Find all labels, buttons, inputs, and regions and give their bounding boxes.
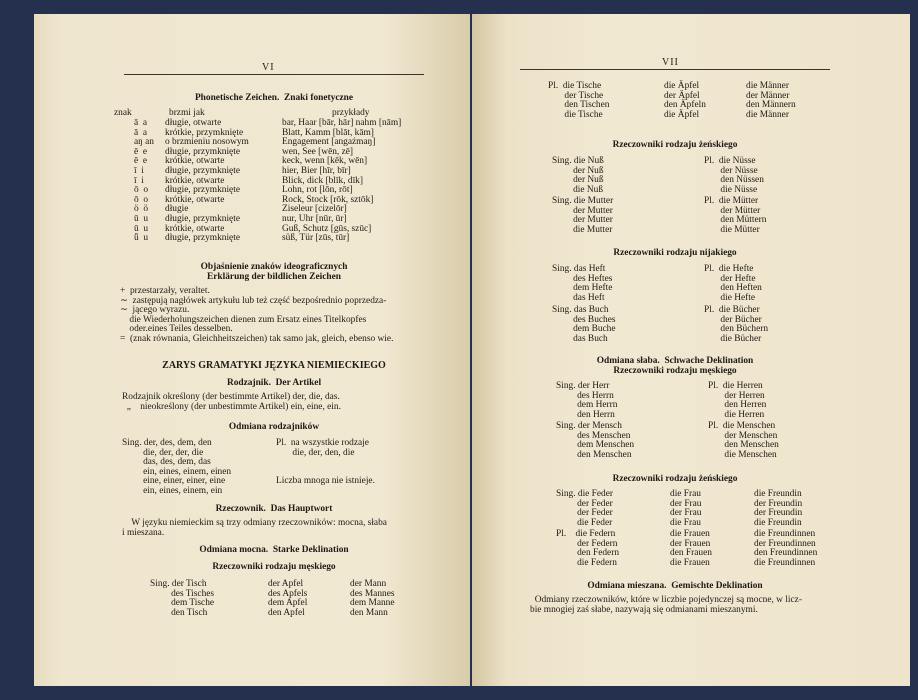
text-line: Pl. die Federn bbox=[556, 529, 616, 539]
text-line: das Buch bbox=[552, 333, 608, 344]
text-line: die Federn bbox=[556, 557, 617, 568]
text-line: der Feder bbox=[556, 508, 613, 519]
text-line: Odmiany rzeczowników, które w liczbie pojedynczej są mocne, w licz- bbox=[530, 595, 802, 605]
text-line bbox=[276, 458, 375, 468]
text-line: den Herrn bbox=[556, 409, 615, 420]
text-line: die Nüsse bbox=[704, 184, 758, 195]
text-line: der Äpfel bbox=[664, 90, 700, 101]
text-line: der Bücher bbox=[704, 314, 762, 325]
text-line: Guß, Schutz [gūs, szūc] bbox=[282, 223, 372, 234]
text-line: ō o bbox=[134, 185, 149, 196]
section-title: Odmiana słaba. Schwache Deklination bbox=[596, 356, 754, 366]
text-line: den Müttern bbox=[704, 215, 767, 226]
text-line: die Bücher bbox=[704, 333, 762, 344]
text-line: bie mnogiej zaś słabe, nazywają się odmianami mieszanymi. bbox=[530, 604, 758, 615]
section-title: Objaśnienie znaków ideograficznych bbox=[200, 262, 348, 272]
section-subtitle: Rzeczowniki rodzaju nijakiego bbox=[613, 248, 737, 258]
text-line: die Männer bbox=[746, 81, 789, 91]
declension-column bbox=[746, 82, 796, 120]
text-line: den Heften bbox=[704, 283, 762, 294]
text-line: Blatt, Kamm [blāt, kām] bbox=[282, 127, 374, 138]
page-number: VII bbox=[662, 57, 679, 68]
text-line: die Wiederholungszeichen dienen zum Ersatz eines Titelkopfes bbox=[120, 314, 367, 325]
text-line: ē e bbox=[134, 146, 148, 157]
section-title: Odmiana mocna. Starke Deklination bbox=[199, 545, 349, 555]
text-line: ā a bbox=[134, 118, 148, 128]
text-line: krótkie, otwarte bbox=[165, 175, 225, 186]
column-header: przykłady bbox=[332, 108, 370, 118]
text-line: der Nuß bbox=[552, 175, 604, 186]
text-line: den Nüssen bbox=[704, 175, 764, 186]
text-line: die Frauen bbox=[670, 557, 710, 568]
declension-column bbox=[556, 422, 634, 460]
text-line: der Männer bbox=[746, 90, 790, 101]
text-line: der Federn bbox=[556, 538, 618, 549]
text-line: Sing. der Tisch bbox=[150, 579, 207, 589]
text-line: „ nieokreślony (der unbestimmte Artikel) ein, eine, ein. bbox=[122, 401, 341, 412]
text-line: Engagement [angaźmaŋ] bbox=[282, 137, 376, 148]
section-subtitle: Rzeczowniki rodzaju żeńskiego bbox=[612, 474, 738, 484]
text-line: dem Buche bbox=[552, 324, 616, 335]
text-line: süß, Tür [zūs, tūr] bbox=[282, 233, 350, 244]
text-line: des Menschen bbox=[556, 430, 631, 441]
text-line: die Freundin bbox=[754, 489, 802, 499]
section-subtitle: Rzeczowniki rodzaju żeńskiego bbox=[612, 140, 738, 150]
declension-column bbox=[552, 265, 612, 303]
text-line: die Herren bbox=[708, 409, 765, 420]
text-line: krótkie, otwarte bbox=[165, 223, 225, 234]
text-line: der Mann bbox=[350, 579, 387, 589]
text-line: dem Apfel bbox=[268, 598, 308, 609]
text-line: ö ö bbox=[134, 204, 149, 215]
right-page bbox=[472, 14, 910, 686]
text-line: der Freundinnen bbox=[754, 538, 816, 549]
text-line: Pl. die Bücher bbox=[704, 305, 760, 315]
text-line: die Menschen bbox=[708, 449, 777, 460]
article-declension-plural bbox=[276, 439, 375, 487]
text-line: der Nuß bbox=[552, 165, 604, 176]
text-line: krótkie, przymknięte bbox=[165, 127, 244, 138]
text-line: den Herren bbox=[708, 400, 767, 411]
text-line: der Frauen bbox=[670, 538, 711, 549]
text-line: den Tischen bbox=[548, 100, 610, 111]
text-line: ē e bbox=[134, 156, 148, 167]
declension-column bbox=[556, 382, 617, 420]
declension-column bbox=[664, 82, 706, 120]
declension-column bbox=[350, 580, 395, 618]
text-line: die Frau bbox=[670, 489, 701, 499]
main-heading: ZARYS GRAMATYKI JĘZYKA NIEMIECKIEGO bbox=[162, 360, 386, 371]
text-line: nur, Uhr [nūr, ūr] bbox=[282, 213, 347, 224]
declension-column bbox=[704, 157, 764, 195]
declension-column bbox=[704, 265, 762, 303]
text-line: Rock, Stock [rōk, sztōk] bbox=[282, 194, 374, 205]
text-line: der Feder bbox=[556, 498, 613, 509]
text-line: ū u bbox=[134, 213, 149, 224]
text-line: długie, przymknięte bbox=[165, 146, 240, 157]
text-line: die Frau bbox=[670, 517, 701, 528]
text-line: der Apfel bbox=[268, 579, 304, 589]
text-line: Pl. die Hefte bbox=[704, 264, 754, 274]
ideographic-list bbox=[120, 287, 393, 345]
text-line: ī i bbox=[134, 175, 144, 186]
text-line: des Apfels bbox=[268, 588, 308, 599]
text-line: ∼ zastępują nagłówek artykułu lub też część bezpośrednio poprzedza- bbox=[120, 295, 387, 306]
declension-column bbox=[548, 82, 609, 120]
declension-column bbox=[268, 580, 307, 618]
text-line: die Hefte bbox=[704, 292, 756, 303]
declension-column bbox=[704, 197, 767, 235]
text-line: dem Tische bbox=[150, 598, 215, 609]
section-title: Rodzajnik. Der Artikel bbox=[226, 378, 322, 388]
text-line: den Menschen bbox=[556, 449, 632, 460]
text-line: Pl. die Menschen bbox=[708, 421, 776, 431]
text-line: der Hefte bbox=[704, 273, 756, 284]
text-line: oder.eines Teiles desselben. bbox=[120, 324, 233, 335]
declension-column bbox=[150, 580, 214, 618]
text-line: Pl. die Mütter bbox=[704, 196, 759, 206]
declension-column bbox=[556, 530, 619, 568]
text-line: den Menschen bbox=[708, 440, 779, 451]
text-line: Pl. die Tische bbox=[548, 81, 602, 91]
declension-column bbox=[754, 530, 817, 568]
text-line: den Äpfeln bbox=[664, 100, 706, 111]
text-line: Lohn, rot [lōn, rōt] bbox=[282, 185, 353, 196]
section-subtitle: Rzeczowniki rodzaju męskiego bbox=[613, 366, 737, 376]
column-header: brzmi jak bbox=[169, 108, 205, 118]
text-line: die Nuß bbox=[552, 184, 604, 195]
text-line: den Büchern bbox=[704, 324, 769, 335]
text-line: die Mutter bbox=[552, 224, 613, 235]
text-line: der Tische bbox=[548, 90, 604, 101]
text-line: der Mutter bbox=[552, 215, 613, 226]
text-line: des Buches bbox=[552, 314, 616, 325]
page-number: VI bbox=[262, 62, 275, 73]
text-line: długie, przymknięte bbox=[165, 213, 240, 224]
section-title: Rzeczownik. Das Hauptwort bbox=[215, 504, 333, 514]
text-line: die Männer bbox=[746, 109, 789, 120]
text-line: die Tische bbox=[548, 109, 603, 120]
column-header: znak bbox=[114, 108, 132, 118]
declension-column bbox=[556, 490, 613, 528]
text-line: ō o bbox=[134, 194, 149, 205]
text-line: das, des, dem, das bbox=[122, 457, 211, 468]
text-line: Blick, dick [blīk, dīk] bbox=[282, 175, 363, 186]
phonetic-sign-column bbox=[134, 119, 154, 244]
article-text bbox=[122, 393, 341, 412]
text-line: o brzmieniu nosowym bbox=[165, 137, 249, 148]
text-line: długie bbox=[165, 204, 189, 215]
declension-column bbox=[552, 197, 613, 235]
text-line: Sing. die Nuß bbox=[552, 156, 604, 166]
text-line: die Freundin bbox=[754, 517, 802, 528]
mixed-declension-text bbox=[530, 596, 802, 615]
text-line: ū u bbox=[134, 223, 149, 234]
text-line: długie, przymknięte bbox=[165, 233, 240, 244]
text-line: = (znak równania, Gleichheitszeichen) tak samo jak, gleich, ebenso wie. bbox=[120, 333, 394, 344]
left-page bbox=[34, 14, 470, 686]
text-line: Sing. das Buch bbox=[552, 305, 609, 315]
text-line: die Äpfel bbox=[664, 81, 700, 91]
text-line: dem Manne bbox=[350, 598, 395, 609]
section-subtitle: Rzeczowniki rodzaju męskiego bbox=[212, 562, 336, 572]
text-line: ǖ u bbox=[134, 233, 149, 244]
text-line: W języku niemieckim są trzy odmiany rzeczowników: mocna, słaba bbox=[122, 518, 387, 528]
text-line: Sing. die Mutter bbox=[552, 196, 614, 206]
text-line: eine, einer, einer, eine bbox=[122, 476, 226, 487]
text-line: den Apfel bbox=[268, 607, 305, 618]
text-line: ā a bbox=[134, 127, 148, 138]
section-title: Odmiana rodzajników bbox=[228, 422, 320, 432]
text-line: Sing. das Heft bbox=[552, 264, 606, 274]
text-line: der Menschen bbox=[708, 430, 778, 441]
text-line: hier, Bier [hīr, bīr] bbox=[282, 165, 351, 176]
text-line: bar, Haar [bār, hār] nahm [nām] bbox=[282, 118, 402, 128]
text-line: Sing. der Herr bbox=[556, 381, 610, 391]
text-line: den Tisch bbox=[150, 607, 208, 618]
text-line: Liczba mnoga nie istnieje. bbox=[276, 476, 375, 487]
text-line: des Mannes bbox=[350, 588, 395, 599]
text-line: dem Herrn bbox=[556, 400, 618, 411]
text-line: der Freundin bbox=[754, 498, 803, 509]
declension-column bbox=[708, 382, 766, 420]
text-line: Sing. der, des, dem, den bbox=[122, 438, 212, 448]
section-title: Odmiana mieszana. Gemischte Deklination bbox=[587, 581, 763, 591]
text-line: ∼ jącego wyrazu. bbox=[120, 305, 190, 316]
text-line: der Frau bbox=[670, 508, 702, 519]
text-line: die, der, den, die bbox=[276, 447, 355, 458]
phonetic-sound-column bbox=[165, 119, 249, 244]
phonetic-example-column bbox=[282, 119, 401, 244]
text-line: ī i bbox=[134, 165, 144, 176]
text-line: des Herrn bbox=[556, 390, 614, 401]
text-line: den Federn bbox=[556, 548, 620, 559]
text-line: die Feder bbox=[556, 517, 613, 528]
text-line: die Äpfel bbox=[664, 109, 700, 120]
text-line: długie, otwarte bbox=[165, 118, 222, 128]
noun-intro-text bbox=[122, 519, 387, 538]
text-line: ein, eines, einem, einen bbox=[122, 466, 232, 477]
text-line: der Mütter bbox=[704, 205, 761, 216]
text-line: + przestarzały, veraltet. bbox=[120, 286, 210, 296]
declension-column bbox=[704, 306, 768, 344]
text-line: das Heft bbox=[552, 292, 605, 303]
text-line: des Tisches bbox=[150, 588, 215, 599]
section-title: Phonetische Zeichen. Znaki fonetyczne bbox=[194, 93, 354, 103]
text-line: dem Menschen bbox=[556, 440, 635, 451]
declension-column bbox=[670, 490, 702, 528]
text-line: die Mütter bbox=[704, 224, 760, 235]
declension-column bbox=[708, 422, 779, 460]
text-line: der Frau bbox=[670, 498, 702, 509]
text-line: der Herren bbox=[708, 390, 765, 401]
text-line: der Freundin bbox=[754, 508, 803, 519]
declension-column bbox=[670, 530, 712, 568]
text-line: krótkie, otwarte bbox=[165, 156, 225, 167]
text-line: die, der, der, die bbox=[122, 447, 204, 458]
section-subtitle: Erklärung der bildlichen Zeichen bbox=[207, 272, 341, 282]
text-line: długie, przymknięte bbox=[165, 185, 240, 196]
text-line: der Mutter bbox=[552, 205, 613, 216]
text-line: i mieszana. bbox=[122, 527, 165, 538]
text-line: die Freundinnen bbox=[754, 529, 816, 539]
text-line: Rodzajnik określony (der bestimmte Artikel) der, die, das. bbox=[122, 392, 340, 402]
text-line: Sing. der Mensch bbox=[556, 421, 622, 431]
declension-column bbox=[754, 490, 802, 528]
text-line: der Nüsse bbox=[704, 165, 758, 176]
header-rule bbox=[520, 69, 830, 70]
text-line: Ziseleur [cizelōr] bbox=[282, 204, 347, 215]
text-line: des Heftes bbox=[552, 273, 613, 284]
text-line: długie, przymknięte bbox=[165, 165, 240, 176]
text-line: die Frauen bbox=[670, 529, 710, 539]
text-line: krótkie, otwarte bbox=[165, 194, 225, 205]
text-line: wen, See [wēn, zē] bbox=[282, 146, 354, 157]
text-line: dem Hefte bbox=[552, 283, 613, 294]
text-line: Pl. na wszystkie rodzaje bbox=[276, 438, 369, 448]
text-line: keck, wenn [kēk, wēn] bbox=[282, 156, 368, 167]
text-line: Pl. die Herren bbox=[708, 381, 763, 391]
text-line: Sing. die Feder bbox=[556, 489, 614, 499]
article-declension-singular bbox=[122, 439, 231, 497]
declension-column bbox=[552, 157, 604, 195]
text-line: die Freundinnen bbox=[754, 557, 816, 568]
text-line: ein, eines, einem, ein bbox=[122, 485, 223, 496]
header-rule bbox=[124, 74, 424, 75]
text-line: den Frauen bbox=[670, 548, 712, 559]
text-line: den Männern bbox=[746, 100, 796, 111]
text-line: den Mann bbox=[350, 607, 388, 618]
text-line: den Freundinnen bbox=[754, 548, 818, 559]
text-line: Pl. die Nüsse bbox=[704, 156, 756, 166]
text-line: aŋ an bbox=[134, 137, 154, 148]
declension-column bbox=[552, 306, 616, 344]
